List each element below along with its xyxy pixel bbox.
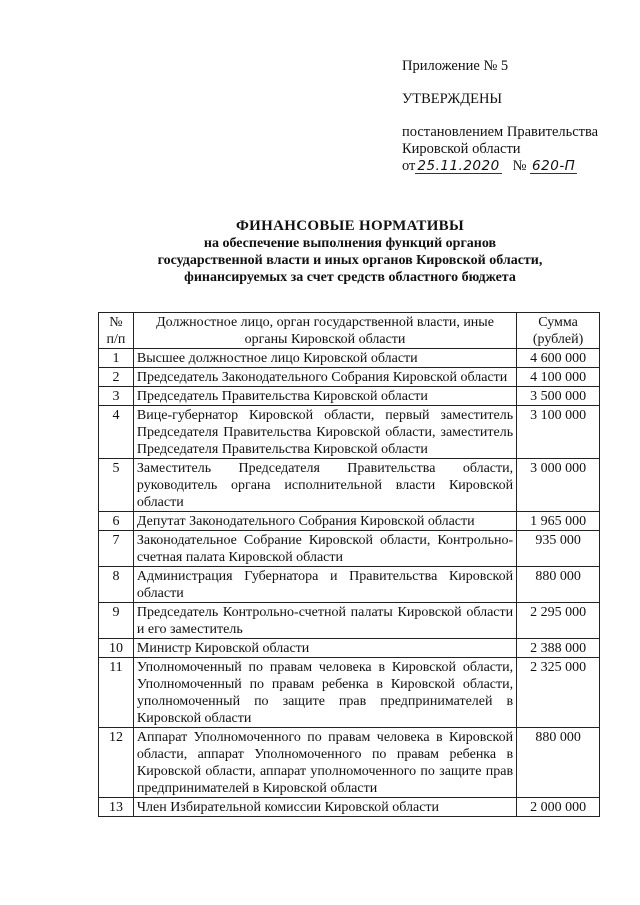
row-sum: 2 295 000 — [517, 603, 600, 639]
row-sum: 2 325 000 — [517, 658, 600, 728]
row-sum: 880 000 — [517, 728, 600, 798]
table-row — [99, 459, 600, 512]
row-name: Вице-губернатор Кировской области, первый заместитель Председателя Правительства Кировской области, заместитель Председателя Правительства Кировской области — [133, 406, 516, 459]
row-name: Аппарат Уполномоченного по правам человека в Кировской области, аппарат Уполномоченного по правам ребенка в Кировской области, аппарат уполномоченного по защите прав предпринимателей в Кировской области — [133, 728, 516, 798]
table-row — [99, 387, 600, 406]
title-main: ФИНАНСОВЫЕ НОРМАТИВЫ — [236, 218, 464, 234]
row-name: Уполномоченный по правам человека в Кировской области, Уполномоченный по правам ребенка в Кировской области, уполномоченный по защите прав предпринимателей в Кировской области — [133, 658, 516, 728]
header-sum: Сумма (рублей) — [517, 313, 600, 349]
approved-label: УТВЕРЖДЕНЫ — [402, 91, 503, 107]
table-row — [99, 406, 600, 459]
table-body — [99, 349, 600, 817]
number-prefix: № — [512, 158, 527, 174]
table-header-row — [99, 313, 600, 349]
row-sum: 3 000 000 — [517, 459, 600, 512]
row-number: 11 — [99, 658, 134, 728]
date-prefix: от — [402, 158, 416, 174]
row-name: Высшее должностное лицо Кировской области — [133, 349, 516, 368]
row-number: 5 — [99, 459, 134, 512]
appendix-number: Приложение № 5 — [402, 58, 509, 74]
table-row — [99, 603, 600, 639]
row-name: Председатель Контрольно-счетной палаты Кировской области и его заместитель — [133, 603, 516, 639]
table-row — [99, 349, 600, 368]
title-sub-1: на обеспечение выполнения функций органов — [203, 236, 497, 251]
norms-table — [98, 312, 600, 817]
row-number: 2 — [99, 368, 134, 387]
table-row — [99, 512, 600, 531]
approved-by-line1: постановлением Правительства — [402, 124, 599, 140]
table-row — [99, 567, 600, 603]
row-sum: 4 600 000 — [517, 349, 600, 368]
row-name: Министр Кировской области — [133, 639, 516, 658]
row-name: Председатель Законодательного Собрания Кировской области — [133, 368, 516, 387]
row-sum: 3 100 000 — [517, 406, 600, 459]
row-number: 10 — [99, 639, 134, 658]
row-number: 4 — [99, 406, 134, 459]
table-row — [99, 728, 600, 798]
table-row — [99, 368, 600, 387]
row-number: 7 — [99, 531, 134, 567]
decree-date-number — [402, 158, 632, 175]
row-number: 6 — [99, 512, 134, 531]
appendix-block — [402, 58, 632, 175]
decree-number: 620-П — [532, 158, 576, 174]
header-num: № п/п — [99, 313, 134, 349]
row-name: Законодательное Собрание Кировской области, Контрольно-счетная палата Кировской области — [133, 531, 516, 567]
table-row — [99, 798, 600, 817]
document-title — [100, 218, 600, 286]
row-sum: 3 500 000 — [517, 387, 600, 406]
date-value: 25.11.2020 — [417, 158, 500, 174]
row-name: Член Избирательной комиссии Кировской области — [133, 798, 516, 817]
row-number: 12 — [99, 728, 134, 798]
table-row — [99, 639, 600, 658]
row-name: Администрация Губернатора и Правительства Кировской области — [133, 567, 516, 603]
row-name: Депутат Законодательного Собрания Кировской области — [133, 512, 516, 531]
header-name: Должностное лицо, орган государственной власти, иные органы Кировской области — [133, 313, 516, 349]
row-number: 8 — [99, 567, 134, 603]
row-name: Заместитель Председателя Правительства области, руководитель органа исполнительной власти Кировской области — [133, 459, 516, 512]
row-sum: 4 100 000 — [517, 368, 600, 387]
row-sum: 2 388 000 — [517, 639, 600, 658]
row-sum: 935 000 — [517, 531, 600, 567]
row-number: 13 — [99, 798, 134, 817]
row-sum: 2 000 000 — [517, 798, 600, 817]
title-sub-2: государственной власти и иных органов Кировской области, — [157, 253, 543, 268]
table-row — [99, 531, 600, 567]
row-sum: 1 965 000 — [517, 512, 600, 531]
row-number: 1 — [99, 349, 134, 368]
row-name: Председатель Правительства Кировской области — [133, 387, 516, 406]
row-sum: 880 000 — [517, 567, 600, 603]
row-number: 9 — [99, 603, 134, 639]
table-row — [99, 658, 600, 728]
row-number: 3 — [99, 387, 134, 406]
approved-by-line2: Кировской области — [402, 141, 521, 157]
title-sub-3: финансируемых за счет средств областного бюджета — [184, 270, 516, 285]
